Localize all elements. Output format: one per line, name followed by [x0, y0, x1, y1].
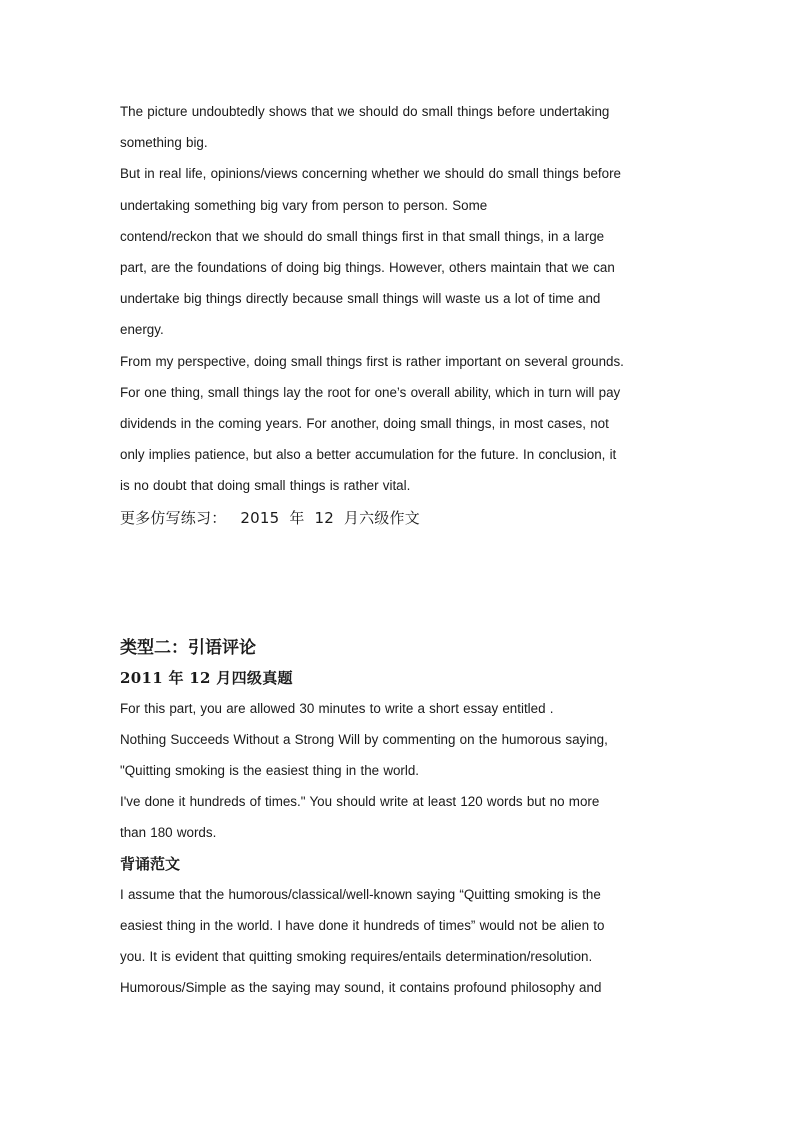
text-line: But in real life, opinions/views concerning whether we should do small things before — [120, 166, 621, 182]
text-line: Nothing Succeeds Without a Strong Will by commenting on the humorous saying, — [120, 731, 608, 747]
text-line: something big. — [120, 135, 208, 151]
text-line: easiest thing in the world. I have done it hundreds of times” would not be alien to — [120, 917, 605, 933]
document-page — [120, 96, 674, 1003]
text-line: part, are the foundations of doing big things. However, others maintain that we can — [120, 260, 615, 276]
text-line: For one thing, small things lay the root for one’s overall ability, which in turn will pay — [120, 384, 621, 400]
practice-rest: 月六级作文 — [343, 508, 420, 527]
practice-month: 12 — [314, 508, 334, 527]
practice-label: 更多仿写练习： — [120, 508, 227, 527]
text-line: From my perspective, doing small things first is rather important on several grounds. — [120, 353, 624, 369]
more-practice-line — [120, 502, 674, 534]
text-line: I've done it hundreds of times." You should write at least 120 words but no more — [120, 794, 600, 810]
sample-essay-label: 背诵范文 — [120, 854, 181, 873]
exam-prompt — [120, 693, 674, 849]
practice-year: 2015 — [240, 508, 280, 527]
text-line: "Quitting smoking is the easiest thing in the world. — [120, 763, 420, 779]
practice-year-unit: 年 — [289, 508, 305, 527]
section-title: 类型二：引语评论 — [120, 637, 256, 658]
sample-essay — [120, 879, 674, 1004]
text-line: Humorous/Simple as the saying may sound, it contains profound philosophy and — [120, 980, 602, 996]
passage-1 — [120, 96, 674, 502]
spacer — [120, 534, 674, 633]
text-line: contend/reckon that we should do small things first in that small things, in a large — [120, 228, 605, 244]
text-line: you. It is evident that quitting smoking requires/entails determination/resolution. — [120, 949, 593, 965]
text-line: For this part, you are allowed 30 minutes to write a short essay entitled . — [120, 700, 554, 716]
text-line: undertake big things directly because small things will waste us a lot of time and — [120, 291, 601, 307]
text-line: only implies patience, but also a better accumulation for the future. In conclusion, it — [120, 447, 617, 463]
text-line: is no doubt that doing small things is rather vital. — [120, 478, 411, 494]
text-line: energy. — [120, 322, 164, 338]
text-line: I assume that the humorous/classical/well-known saying “Quitting smoking is the — [120, 886, 601, 902]
text-line: dividends in the coming years. For another, doing small things, in most cases, not — [120, 416, 609, 432]
exam-subtitle: 2011 年 12 月四级真题 — [120, 668, 293, 687]
text-line: than 180 words. — [120, 825, 217, 841]
text-line: undertaking something big vary from person to person. Some — [120, 197, 488, 213]
text-line: The picture undoubtedly shows that we should do small things before undertaking — [120, 104, 610, 119]
